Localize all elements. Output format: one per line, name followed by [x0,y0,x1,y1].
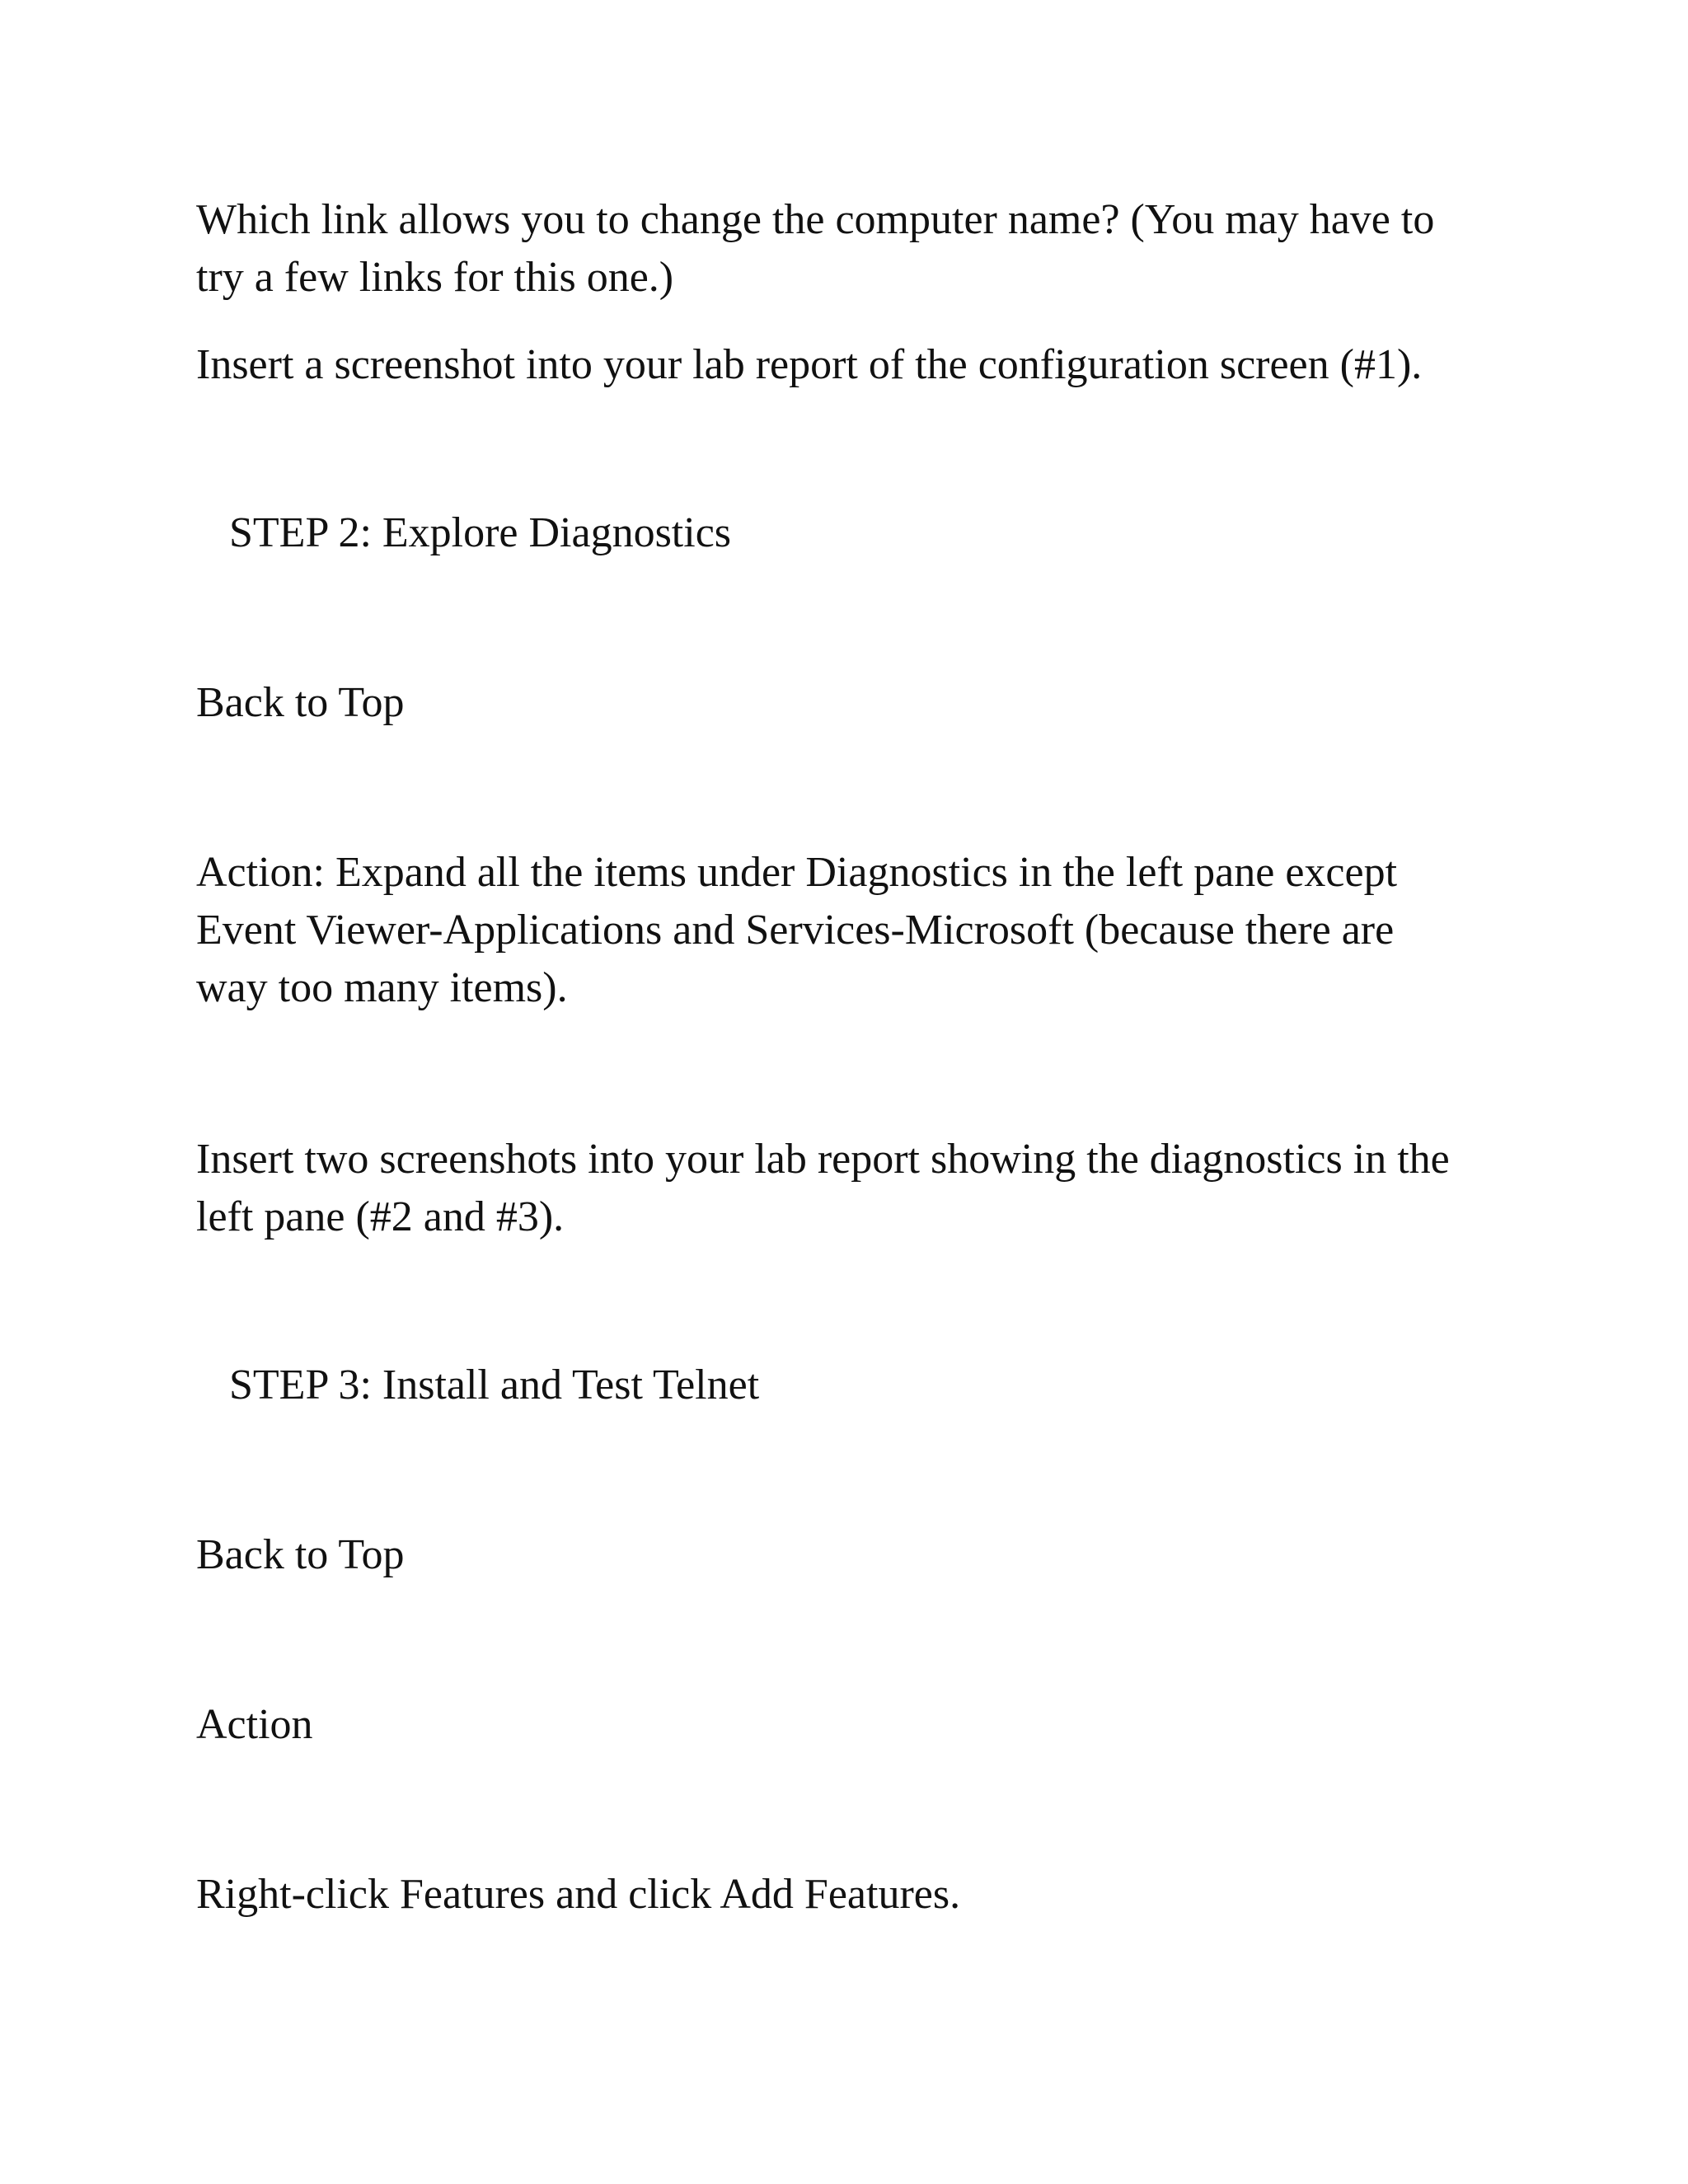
question-line-1: Which link allows you to change the computer name? (You may have to [196,196,1435,243]
screenshots-line-2: left pane (#2 and #3). [196,1193,565,1240]
action-label: Action [196,1701,313,1748]
question-line-2: try a few links for this one.) [196,254,674,301]
final-instruction: Right-click Features and click Add Features. [196,1871,961,1918]
back-to-top-link[interactable]: Back to Top [196,679,405,726]
action-line-3: way too many items). [196,964,568,1011]
action-line-2: Event Viewer-Applications and Services-Microsoft (because there are [196,907,1395,954]
screenshot-instruction-1: Insert a screenshot into your lab report of the configuration screen (#1). [196,341,1423,388]
back-to-top-link[interactable]: Back to Top [196,1531,405,1578]
screenshots-line-1: Insert two screenshots into your lab report showing the diagnostics in the [196,1136,1450,1183]
action-line-1: Action: Expand all the items under Diagnostics in the left pane except [196,849,1398,896]
step-2-heading: STEP 2: Explore Diagnostics [229,509,732,556]
step-3-heading: STEP 3: Install and Test Telnet [229,1361,760,1408]
